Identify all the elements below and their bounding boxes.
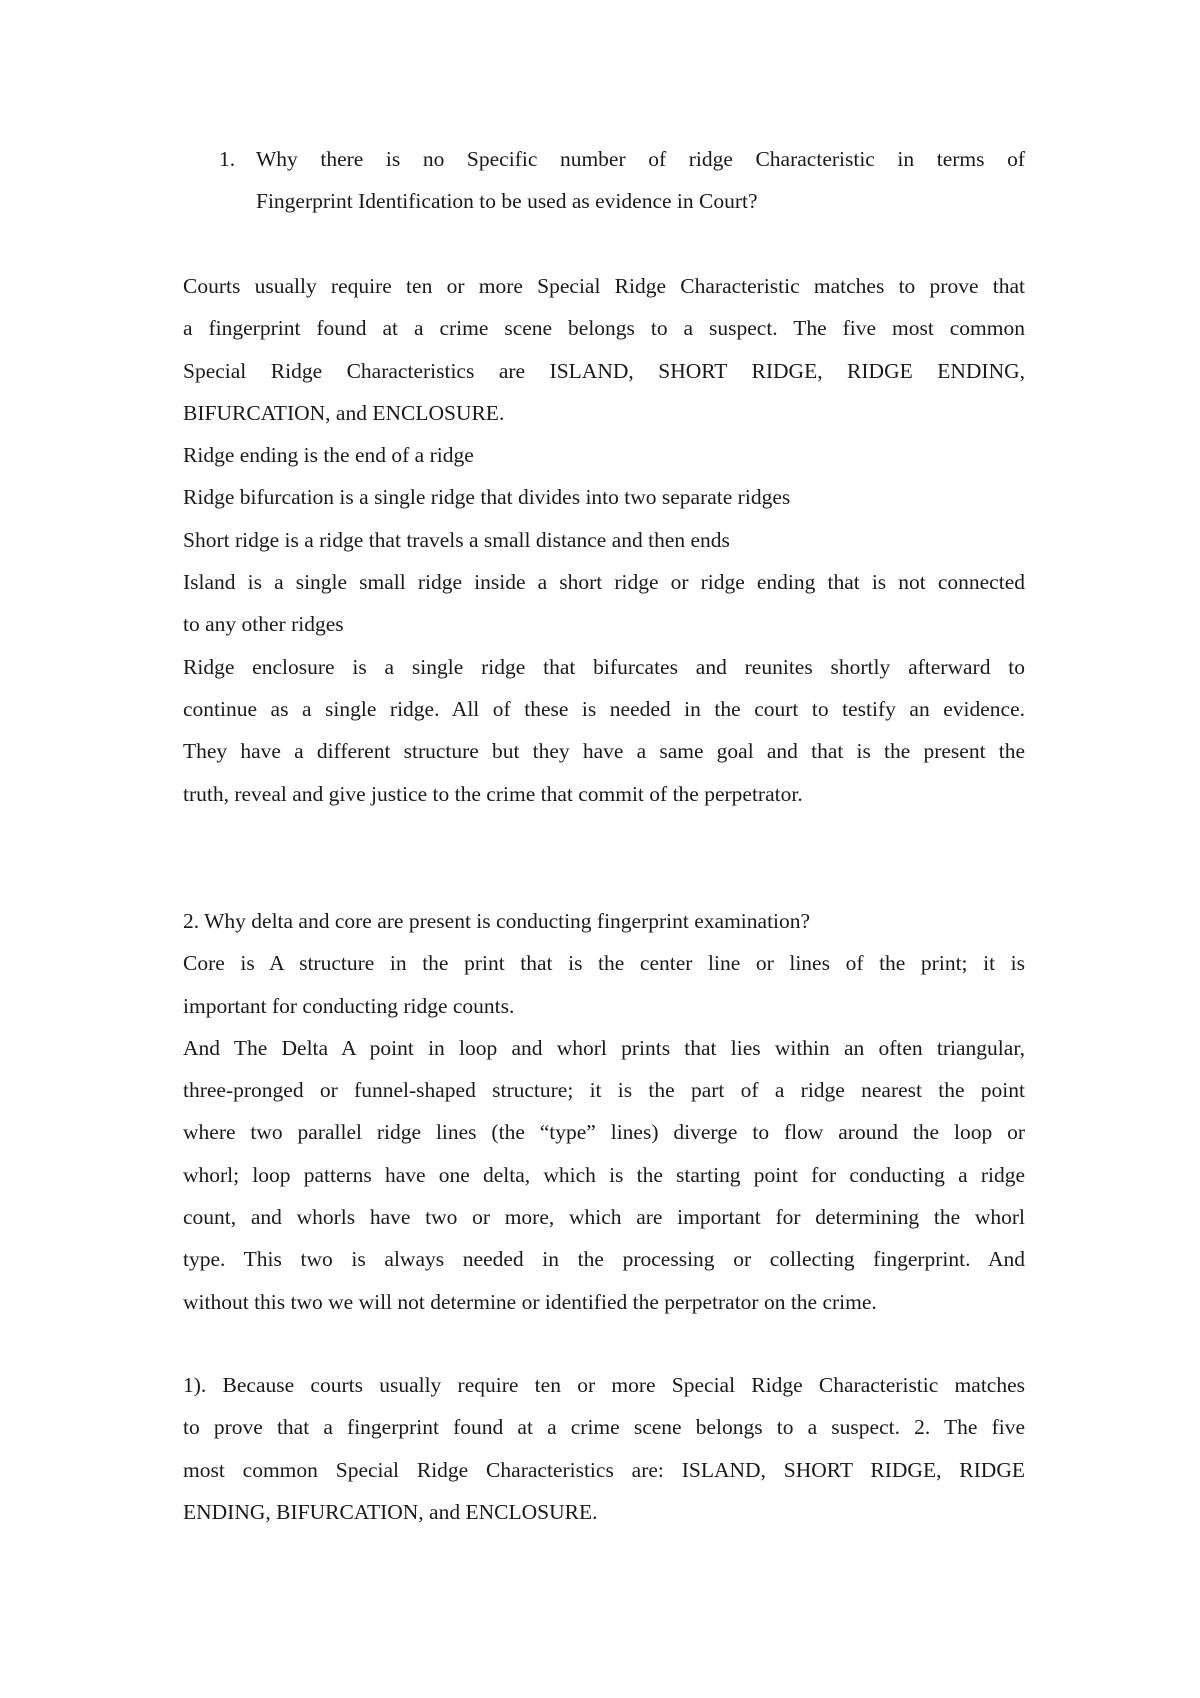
text-line: Ridge bifurcation is a single ridge that divides into two separate ridges bbox=[183, 485, 791, 510]
text-line: to prove that a fingerprint found at a crime scene belongs to a suspect. 2. The five bbox=[183, 1415, 1025, 1440]
text-line: Special Ridge Characteristics are ISLAND, SHORT RIDGE, RIDGE ENDING, bbox=[183, 358, 1025, 383]
text-line: where two parallel ridge lines (the “type” lines) diverge to flow around the loop or bbox=[183, 1120, 1025, 1145]
question-2-section bbox=[183, 900, 1025, 1323]
text-line: They have a different structure but they have a same goal and that is the present the bbox=[183, 739, 1025, 764]
text-line: Courts usually require ten or more Special Ridge Characteristic matches to prove that bbox=[183, 274, 1025, 298]
text-line: BIFURCATION, and ENCLOSURE. bbox=[183, 400, 505, 425]
text-line: Island is a single small ridge inside a short ridge or ridge ending that is not connected bbox=[183, 570, 1025, 595]
text-line: Short ridge is a ridge that travels a small distance and then ends bbox=[183, 527, 730, 552]
text-line: to any other ridges bbox=[183, 612, 344, 637]
answer-1 bbox=[183, 265, 1025, 815]
text-line: without this two we will not determine or identified the perpetrator on the crime. bbox=[183, 1289, 877, 1314]
text-line: Ridge ending is the end of a ridge bbox=[183, 443, 474, 468]
text-line: most common Special Ridge Characteristics are: ISLAND, SHORT RIDGE, RIDGE bbox=[183, 1457, 1025, 1482]
text-line: 1). Because courts usually require ten or more Special Ridge Characteristic matches bbox=[183, 1373, 1025, 1397]
text-line: three-pronged or funnel-shaped structure; it is the part of a ridge nearest the point bbox=[183, 1078, 1025, 1103]
question-1-text bbox=[256, 138, 1025, 223]
text-line: And The Delta A point in loop and whorl prints that lies within an often triangular, bbox=[183, 1035, 1025, 1060]
answer-summary bbox=[183, 1364, 1025, 1533]
text-line: truth, reveal and give justice to the crime that commit of the perpetrator. bbox=[183, 781, 803, 806]
text-line: continue as a single ridge. All of these is needed in the court to testify an evidence. bbox=[183, 696, 1025, 721]
text-line: 2. Why delta and core are present is conducting fingerprint examination? bbox=[183, 909, 811, 933]
text-line: ENDING, BIFURCATION, and ENCLOSURE. bbox=[183, 1499, 598, 1524]
text-line: whorl; loop patterns have one delta, which is the starting point for conducting a ridge bbox=[183, 1162, 1025, 1187]
text-line: a fingerprint found at a crime scene belongs to a suspect. The five most common bbox=[183, 316, 1025, 341]
text-line: Fingerprint Identification to be used as evidence in Court? bbox=[256, 189, 758, 214]
text-line: count, and whorls have two or more, which are important for determining the whorl bbox=[183, 1205, 1025, 1230]
text-line: Ridge enclosure is a single ridge that bifurcates and reunites shortly afterward to bbox=[183, 654, 1025, 679]
text-line: Why there is no Specific number of ridge Characteristic in terms of bbox=[256, 147, 1025, 171]
text-line: Core is A structure in the print that is the center line or lines of the print; it is bbox=[183, 951, 1025, 976]
text-line: type. This two is always needed in the processing or collecting fingerprint. And bbox=[183, 1247, 1025, 1272]
question-1 bbox=[219, 138, 1025, 223]
question-1-number: 1. bbox=[219, 147, 236, 171]
text-line: important for conducting ridge counts. bbox=[183, 993, 515, 1018]
